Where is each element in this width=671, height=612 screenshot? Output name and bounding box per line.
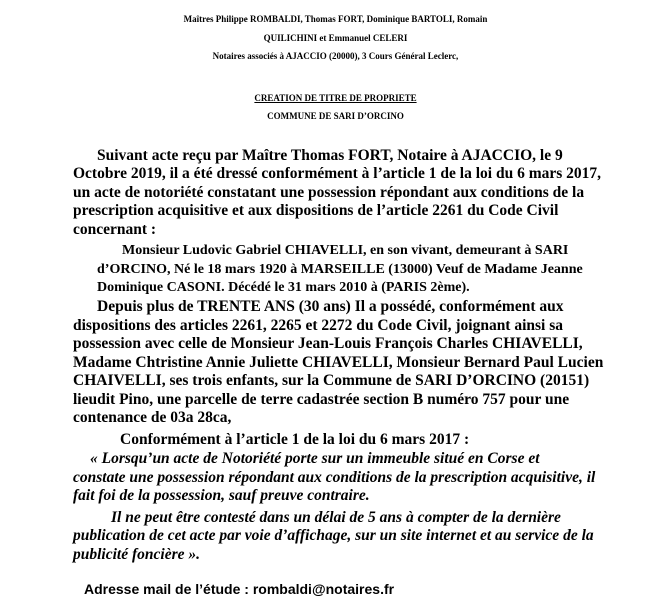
paragraph-1-line: un acte de notoriété constatant une possession répondant aux conditions de la (73, 184, 585, 201)
notaries-address: Notaires associés à AJACCIO (20000), 3 Cours Général Leclerc, (212, 51, 459, 61)
quote-line: publicité foncière ». (73, 546, 200, 563)
person-line: Monsieur Ludovic Gabriel CHIAVELLI, en son vivant, demeurant à SARI (122, 243, 569, 258)
paragraph-1-line: prescription acquisitive et aux dispositions de l’article 2261 du Code Civil (73, 202, 559, 219)
paragraph-1-line: Octobre 2019, il a été dressé conformément à l’article 1 de la loi du 6 mars 2017, (73, 165, 602, 182)
paragraph-1-line: Suivant acte reçu par Maître Thomas FORT, Notaire à AJACCIO, le 9 (97, 147, 563, 164)
quote-line: constate une possession répondant aux conditions de la prescription acquisitive, il (73, 469, 596, 486)
person-line: d’ORCINO, Né le 18 mars 1920 à MARSEILLE (13000) Veuf de Madame Jeanne (97, 262, 583, 277)
person-line: Dominique CASONI. Décédé le 31 mars 2010 à (PARIS 2ème). (97, 280, 470, 295)
notice-commune: COMMUNE DE SARI D’ORCINO (267, 111, 404, 121)
paragraph-3-line: possession avec celle de Monsieur Jean-Louis François Charles CHIAVELLI, (73, 335, 583, 352)
paragraph-1-line: concernant : (73, 221, 157, 238)
paragraph-3-line: Madame Chtristine Annie Juliette CHIAVELLI, Monsieur Bernard Paul Lucien (73, 354, 604, 371)
paragraph-3-line: contenance de 03a 28ca, (73, 409, 232, 426)
quote-line: Il ne peut être contesté dans un délai de 5 ans à compter de la dernière (111, 509, 561, 526)
notaries-names-line-2: QUILICHINI et Emmanuel CELERI (263, 33, 408, 43)
law-reference: Conformément à l’article 1 de la loi du 6 mars 2017 : (120, 431, 470, 448)
quote-line: fait foi de la possession, sauf preuve contraire. (73, 487, 370, 504)
notice-title: CREATION DE TITRE DE PROPRIETE (254, 93, 417, 103)
paragraph-3-line: CHAIVELLI, ses trois enfants, sur la Commune de SARI D’ORCINO (20151) (73, 372, 590, 389)
paragraph-3-line: lieudit Pino, une parcelle de terre cadastrée section B numéro 757 pour une (73, 391, 570, 408)
paragraph-3-line: dispositions des articles 2261, 2265 et 2272 du Code Civil, joignant ainsi sa (73, 317, 564, 334)
quote-line: « Lorsqu’un acte de Notoriété porte sur un immeuble situé en Corse et (90, 450, 540, 467)
notaries-names-line-1: Maîtres Philippe ROMBALDI, Thomas FORT, Dominique BARTOLI, Romain (183, 14, 488, 24)
office-email: Adresse mail de l’étude : rombaldi@notaires.fr (84, 581, 395, 597)
paragraph-3-line: Depuis plus de TRENTE ANS (30 ans) Il a possédé, conformément aux (97, 298, 564, 315)
quote-line: publication de cet acte par voie d’affichage, sur un site internet et au service de la (73, 527, 594, 544)
